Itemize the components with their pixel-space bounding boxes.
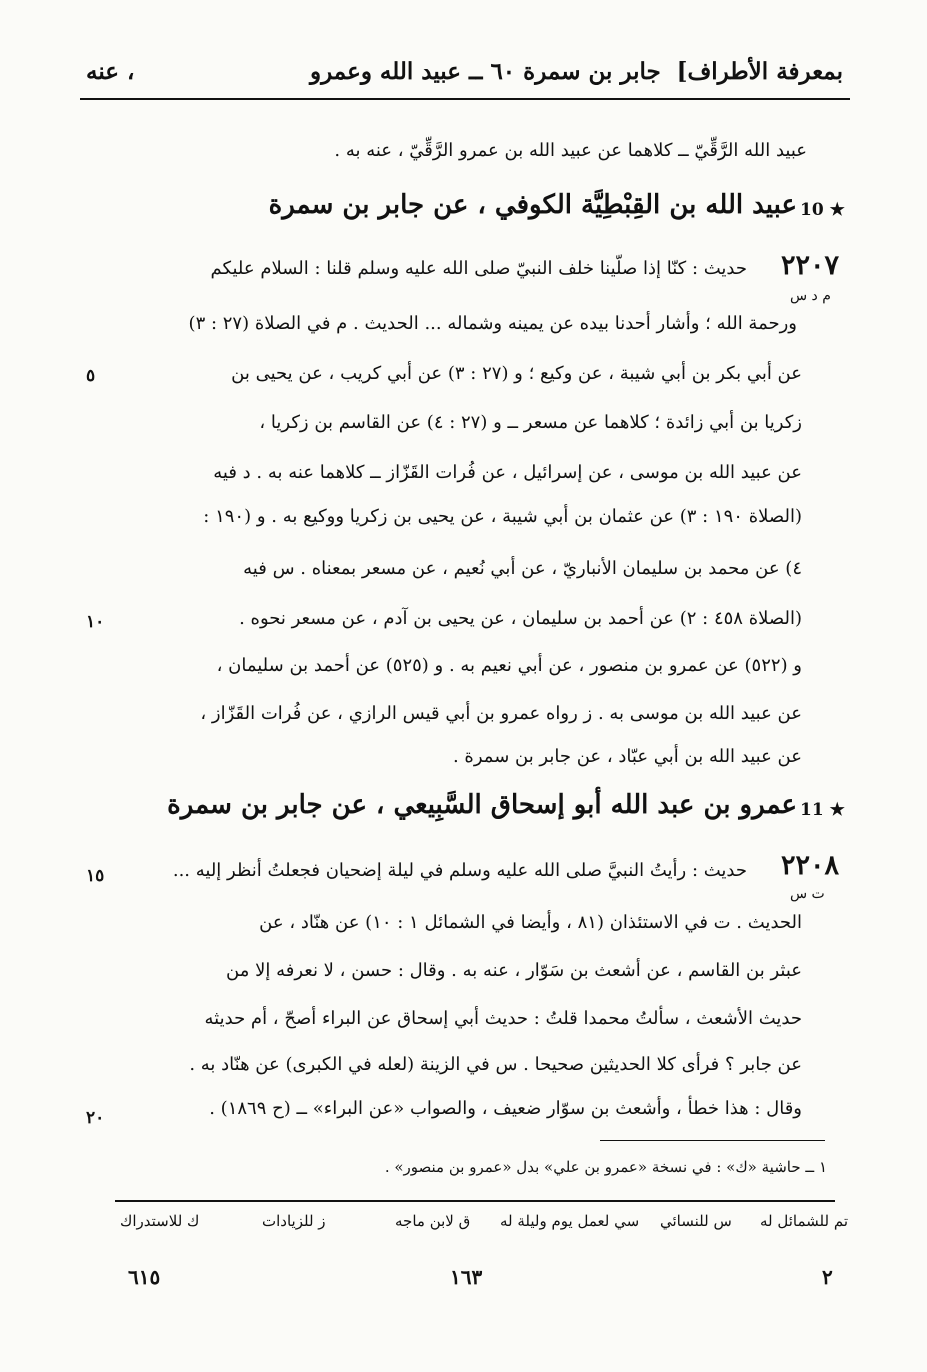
header-right: بمعرفة الأطراف] <box>676 58 843 85</box>
hadith-line: حديث الأشعث ، سألتُ محمدا قلتُ : حديث أبي إسحاق عن البراء أصحّ ، أم حديثه <box>204 1008 802 1029</box>
legend-rule <box>115 1200 835 1202</box>
margin-line-number: ٢٠ <box>86 1108 105 1128</box>
body-line: عبيد الله الرَّقِّيّ ــ كلاهما عن عبيد الله بن عمرو الرَّقِّيّ ، عنه به . <box>334 140 807 161</box>
hadith-line: عن عبيد الله بن موسى به . ز رواه عمرو بن أبي قيس الرازي ، عن فُرات القَزّاز ، <box>200 703 802 724</box>
entry-title: عمرو بن عبد الله أبو إسحاق السَّبِيعي ، عن جابر بن سمرة <box>167 790 797 820</box>
hadith-line: الحديث . ت في الاستئذان (٨١ ، وأيضا في الشمائل ١ : ١٠) عن هنّاد ، عن <box>259 912 802 933</box>
entry-title: عبيد الله بن القِبْطِيَّة الكوفي ، عن جابر بن سمرة <box>268 190 797 220</box>
hadith-line: حديث : رأيتُ النبيَّ صلى الله عليه وسلم في ليلة إضحيان فجعلتُ أنظر إليه ... <box>172 860 747 881</box>
hadith-number: ٢٢٠٧ <box>780 250 839 281</box>
hadith-line: ٤) عن محمد بن سليمان الأنباريّ ، عن أبي نُعيم ، عن مسعر بمعناه . س فيه <box>243 558 802 579</box>
hadith-line: (الصلاة ١٩٠ : ٣) عن عثمان بن أبي شيبة ، عن يحيى بن زكريا ووكيع به . و (١٩٠ : <box>203 506 802 527</box>
hadith-number: ٢٢٠٨ <box>780 850 839 881</box>
book-symbols: م د س <box>790 288 831 304</box>
header-rule <box>80 98 850 100</box>
hadith-line: عن عبيد الله بن أبي عبّاد ، عن جابر بن سمرة . <box>452 746 802 767</box>
page-number-left: ٦١٥ <box>128 1265 161 1289</box>
footnote-rule <box>600 1140 825 1141</box>
legend-item: سي لعمل يوم وليلة له <box>500 1212 640 1230</box>
legend-item: ك للاستدراك <box>120 1212 200 1230</box>
margin-line-number: ١٥ <box>86 866 105 886</box>
legend-item: ز للزيادات <box>262 1212 326 1230</box>
header-center: جابر بن سمرة ٦٠ ــ عبيد الله وعمرو <box>310 58 661 85</box>
hadith-line: ورحمة الله ؛ وأشار أحدنا بيده عن يمينه وشماله ... الحديث . م في الصلاة (٢٧ : ٣) <box>188 313 797 334</box>
margin-line-number: ٥ <box>86 366 96 386</box>
legend-item: تم للشمائل له <box>760 1212 849 1230</box>
entry-number: 10 ★ <box>800 200 845 220</box>
page-number-right: ٢ <box>822 1265 833 1289</box>
hadith-line: حديث : كنّا إذا صلّينا خلف النبيّ صلى الله عليه وسلم قلنا : السلام عليكم <box>210 258 747 279</box>
entry-number: 11 ★ <box>800 800 845 820</box>
footnote: ١ ــ حاشية «ك» : في نسخة «عمرو بن علي» بدل «عمرو بن منصور» . <box>384 1158 827 1176</box>
margin-line-number: ١٠ <box>86 612 105 632</box>
hadith-line: (الصلاة ٤٥٨ : ٢) عن أحمد بن سليمان ، عن يحيى بن آدم ، عن مسعر نحوه . <box>239 608 802 629</box>
header-left: ، عنه <box>86 58 135 85</box>
hadith-line: زكريا بن أبي زائدة ؛ كلاهما عن مسعر ــ و (٢٧ : ٤) عن القاسم بن زكريا ، <box>259 412 802 433</box>
page-number-center: ١٦٣ <box>450 1265 483 1289</box>
book-symbols: ت س <box>790 886 825 902</box>
legend-item: ق لابن ماجه <box>395 1212 471 1230</box>
hadith-line: وقال : هذا خطأ ، وأشعث بن سوّار ضعيف ، والصواب «عن البراء» ــ (ح ١٨٦٩) . <box>209 1098 802 1119</box>
hadith-line: عن جابر ؟ فرأى كلا الحديثين صحيحا . س في الزينة (لعله في الكبرى) عن هنّاد به . <box>189 1054 802 1075</box>
hadith-line: عن عبيد الله بن موسى ، عن إسرائيل ، عن فُرات القَزّاز ــ كلاهما عنه به . د فيه <box>213 462 802 483</box>
legend-item: س للنسائي <box>660 1212 732 1230</box>
hadith-line: عبثر بن القاسم ، عن أشعث بن سَوّار ، عنه به . وقال : حسن ، لا نعرفه إلا من <box>226 960 802 981</box>
hadith-line: عن أبي بكر بن أبي شيبة ، عن وكيع ؛ و (٢٧ : ٣) عن أبي كريب ، عن يحيى بن <box>231 363 802 384</box>
hadith-line: و (٥٢٢) عن عمرو بن منصور ، عن أبي نعيم به . و (٥٢٥) عن أحمد بن سليمان ، <box>216 655 802 676</box>
